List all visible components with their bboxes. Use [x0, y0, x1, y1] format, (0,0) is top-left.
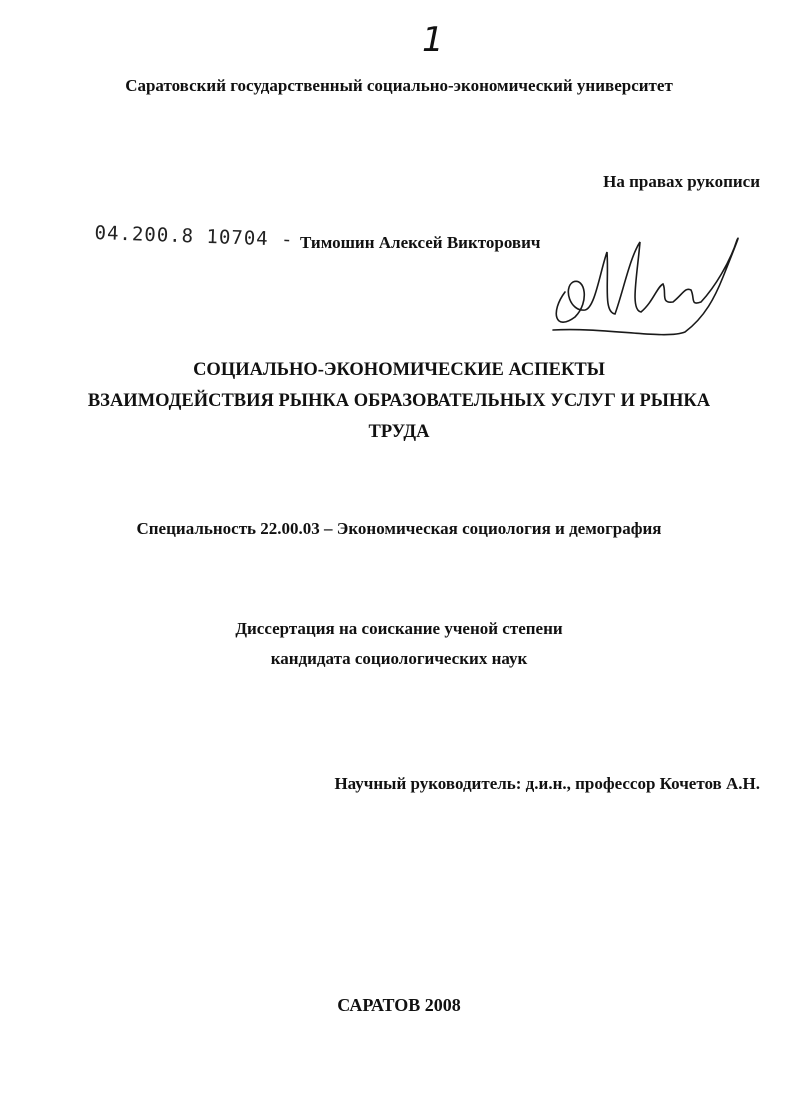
title-line: СОЦИАЛЬНО-ЭКОНОМИЧЕСКИЕ АСПЕКТЫ	[193, 360, 605, 380]
degree-line: Диссертация на соискание ученой степени	[235, 619, 563, 638]
signature-mark	[545, 232, 745, 342]
manuscript-note: На правах рукописи	[603, 172, 760, 191]
page-number: 1	[422, 20, 444, 60]
signature-stroke	[553, 238, 738, 334]
title-line: ВЗАИМОДЕЙСТВИЯ РЫНКА ОБРАЗОВАТЕЛЬНЫХ УСЛУГ И РЫНКА	[87, 391, 711, 411]
scientific-advisor: Научный руководитель: д.и.н., профессор Кочетов А.Н.	[334, 774, 760, 793]
author-name: Тимошин Алексей Викторович	[300, 233, 541, 252]
degree-line: кандидата социологических наук	[270, 649, 528, 668]
specialty: Специальность 22.00.03 – Экономическая социология и демография	[136, 519, 662, 538]
university-name: Саратовский государственный социально-экономический университет	[125, 76, 673, 95]
dissertation-title	[0, 355, 798, 448]
title-line: ТРУДА	[368, 422, 430, 442]
city-year: САРАТОВ 2008	[337, 995, 461, 1015]
degree-statement	[0, 614, 798, 674]
stamp-number: 04.200.8 10704 -	[94, 222, 294, 251]
